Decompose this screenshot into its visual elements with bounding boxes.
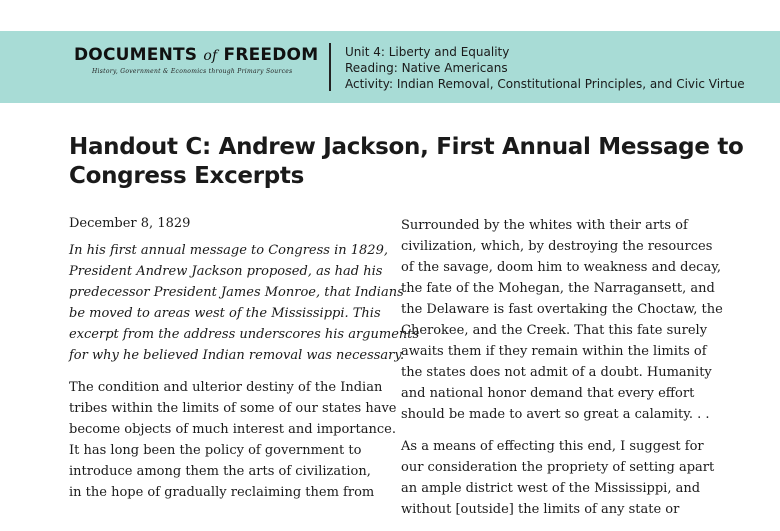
left-column (69, 213, 420, 514)
body-line: should be made to avert so great a calamity. . . (401, 407, 710, 422)
body-line: As a means of effecting this end, I suggest for (401, 439, 704, 454)
unit-label: Unit 4: Liberty and Equality (345, 45, 510, 59)
body-paragraph (401, 436, 721, 520)
logo-subtitle: History, Government & Economics through Primary Sources (92, 68, 293, 75)
body-line: The condition and ulterior destiny of the Indian (69, 380, 383, 395)
body-paragraph (69, 377, 397, 503)
title-line: Handout C: Andrew Jackson, First Annual Message to (69, 134, 744, 160)
body-line: awaits them if they remain within the limits of (401, 344, 707, 359)
body-paragraph (401, 215, 721, 425)
logo-word-freedom: FREEDOM (223, 45, 319, 65)
body-line: without [outside] the limits of any state or (401, 502, 680, 517)
unit-info (345, 44, 745, 92)
intro-line: excerpt from the address underscores his arguments (69, 327, 420, 342)
intro-paragraph (69, 240, 420, 366)
body-line: Surrounded by the whites with their arts of (401, 218, 688, 233)
intro-line: be moved to areas west of the Mississippi. This (69, 306, 381, 321)
reading-label: Reading: Native Americans (345, 61, 508, 75)
body-line: become objects of much interest and importance. (69, 422, 396, 437)
documents-of-freedom-logo[interactable] (74, 45, 319, 75)
body-line: the Delaware is fast overtaking the Choctaw, the (401, 302, 723, 317)
body-line: and national honor demand that every effort (401, 386, 695, 401)
document-date: December 8, 1829 (69, 216, 191, 231)
body-line: our consideration the propriety of setting apart (401, 460, 715, 475)
body-line: the states does not admit of a doubt. Humanity (401, 365, 712, 380)
header-divider (329, 43, 331, 91)
body-line: of the savage, doom him to weakness and decay, (401, 260, 721, 275)
body-line: tribes within the limits of some of our states have (69, 401, 397, 416)
right-column (401, 215, 721, 531)
body-line: civilization, which, by destroying the resources (401, 239, 713, 254)
body-line: It has long been the policy of government to (69, 443, 362, 458)
logo-word-documents: DOCUMENTS (74, 45, 198, 65)
intro-line: predecessor President James Monroe, that Indians (69, 285, 404, 300)
body-line: Cherokee, and the Creek. That this fate surely (401, 323, 708, 338)
body-line: introduce among them the arts of civilization, (69, 464, 371, 479)
page-title (69, 133, 744, 191)
activity-label: Activity: Indian Removal, Constitutional Principles, and Civic Virtue (345, 77, 745, 91)
intro-line: for why he believed Indian removal was necessary. (69, 348, 405, 363)
body-line: an ample district west of the Mississippi, and (401, 481, 701, 496)
intro-line: President Andrew Jackson proposed, as had his (69, 264, 383, 279)
header-banner (0, 31, 780, 103)
logo-wordmark (74, 45, 319, 66)
title-line: Congress Excerpts (69, 163, 305, 189)
logo-word-of: of (203, 48, 218, 64)
body-line: in the hope of gradually reclaiming them from (69, 485, 375, 500)
body-line: the fate of the Mohegan, the Narragansett, and (401, 281, 715, 296)
intro-line: In his first annual message to Congress in 1829, (69, 243, 388, 258)
